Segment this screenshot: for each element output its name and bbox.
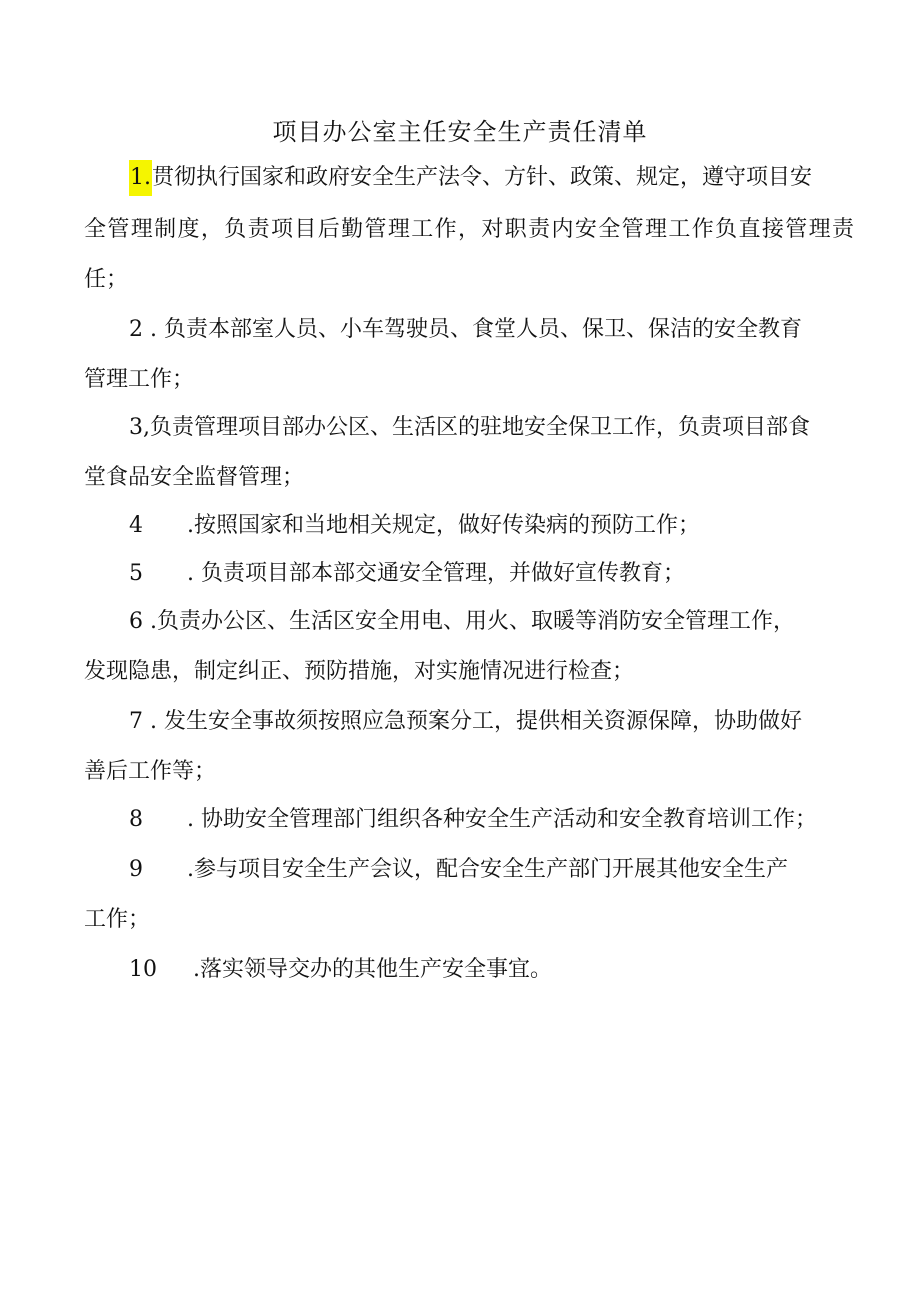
list-item-8-text-1: . 协助安全管理部门组织各种安全生产活动和安全教育培训工作； <box>187 807 817 832</box>
list-item-6-line-2: 发现隐患，制定纠正、预防措施，对实施情况进行检查； <box>84 659 635 684</box>
list-item-9-text-1: .参与项目安全生产会议，配合安全生产部门开展其他安全生产 <box>187 857 788 882</box>
list-item-3-line-1 <box>129 410 854 446</box>
list-item-1-line-2: 全管理制度，负责项目后勤管理工作，对职责内安全管理工作负直接管理责 <box>84 217 854 242</box>
list-item-9-number: 9 <box>129 857 143 882</box>
list-item-7-line-1 <box>129 704 854 740</box>
list-item-6-text-1: .负责办公区、生活区安全用电、用火、取暖等消防安全管理工作， <box>150 609 795 634</box>
list-item-5-line-1 <box>129 556 854 592</box>
list-item-8-number: 8 <box>129 807 143 832</box>
list-item-10-text-1: .落实领导交办的其他生产安全事宜。 <box>193 957 552 982</box>
list-item-4-number: 4 <box>129 513 143 538</box>
list-item-7-line-2: 善后工作等； <box>84 759 217 784</box>
list-item-4-line-1 <box>129 508 854 544</box>
list-item-3-line-2: 堂食品安全监督管理； <box>84 465 305 490</box>
list-item-2-line-2: 管理工作； <box>84 367 195 392</box>
list-item-2-line-1 <box>129 312 854 348</box>
list-item-5-text-1: . 负责项目部本部交通安全管理，并做好宣传教育； <box>187 561 685 586</box>
list-item-2-text-1: . 负责本部室人员、小车驾驶员、食堂人员、保卫、保洁的安全教育 <box>150 317 802 342</box>
list-item-1-text-1: 贯彻执行国家和政府安全生产法令、方针、政策、规定，遵守项目安 <box>152 165 813 190</box>
list-item-2-number: 2 <box>129 317 143 342</box>
list-item-8-line-1 <box>129 802 854 838</box>
list-item-1-line-3: 任； <box>84 267 129 292</box>
list-item-10-number: 10 <box>129 957 157 982</box>
list-item-3-text-1: 负责管理项目部办公区、生活区的驻地安全保卫工作，负责项目部食 <box>150 415 811 440</box>
list-item-1-number: 1. <box>129 160 152 196</box>
list-item-9-line-2: 工作； <box>84 907 151 932</box>
list-item-6-line-1 <box>129 604 854 640</box>
list-item-9-line-1 <box>129 852 854 888</box>
document-title: 项目办公室主任安全生产责任清单 <box>272 118 648 146</box>
list-item-1-line-1 <box>129 160 854 196</box>
list-item-4-text-1: .按照国家和当地相关规定，做好传染病的预防工作； <box>187 513 700 538</box>
list-item-6-number: 6 <box>129 609 143 634</box>
list-item-5-number: 5 <box>129 561 143 586</box>
list-item-7-number: 7 <box>129 709 143 734</box>
list-item-10-line-1 <box>129 952 854 988</box>
list-item-7-text-1: . 发生安全事故须按照应急预案分工，提供相关资源保障，协助做好 <box>150 709 802 734</box>
list-item-3-number: 3, <box>129 415 150 440</box>
